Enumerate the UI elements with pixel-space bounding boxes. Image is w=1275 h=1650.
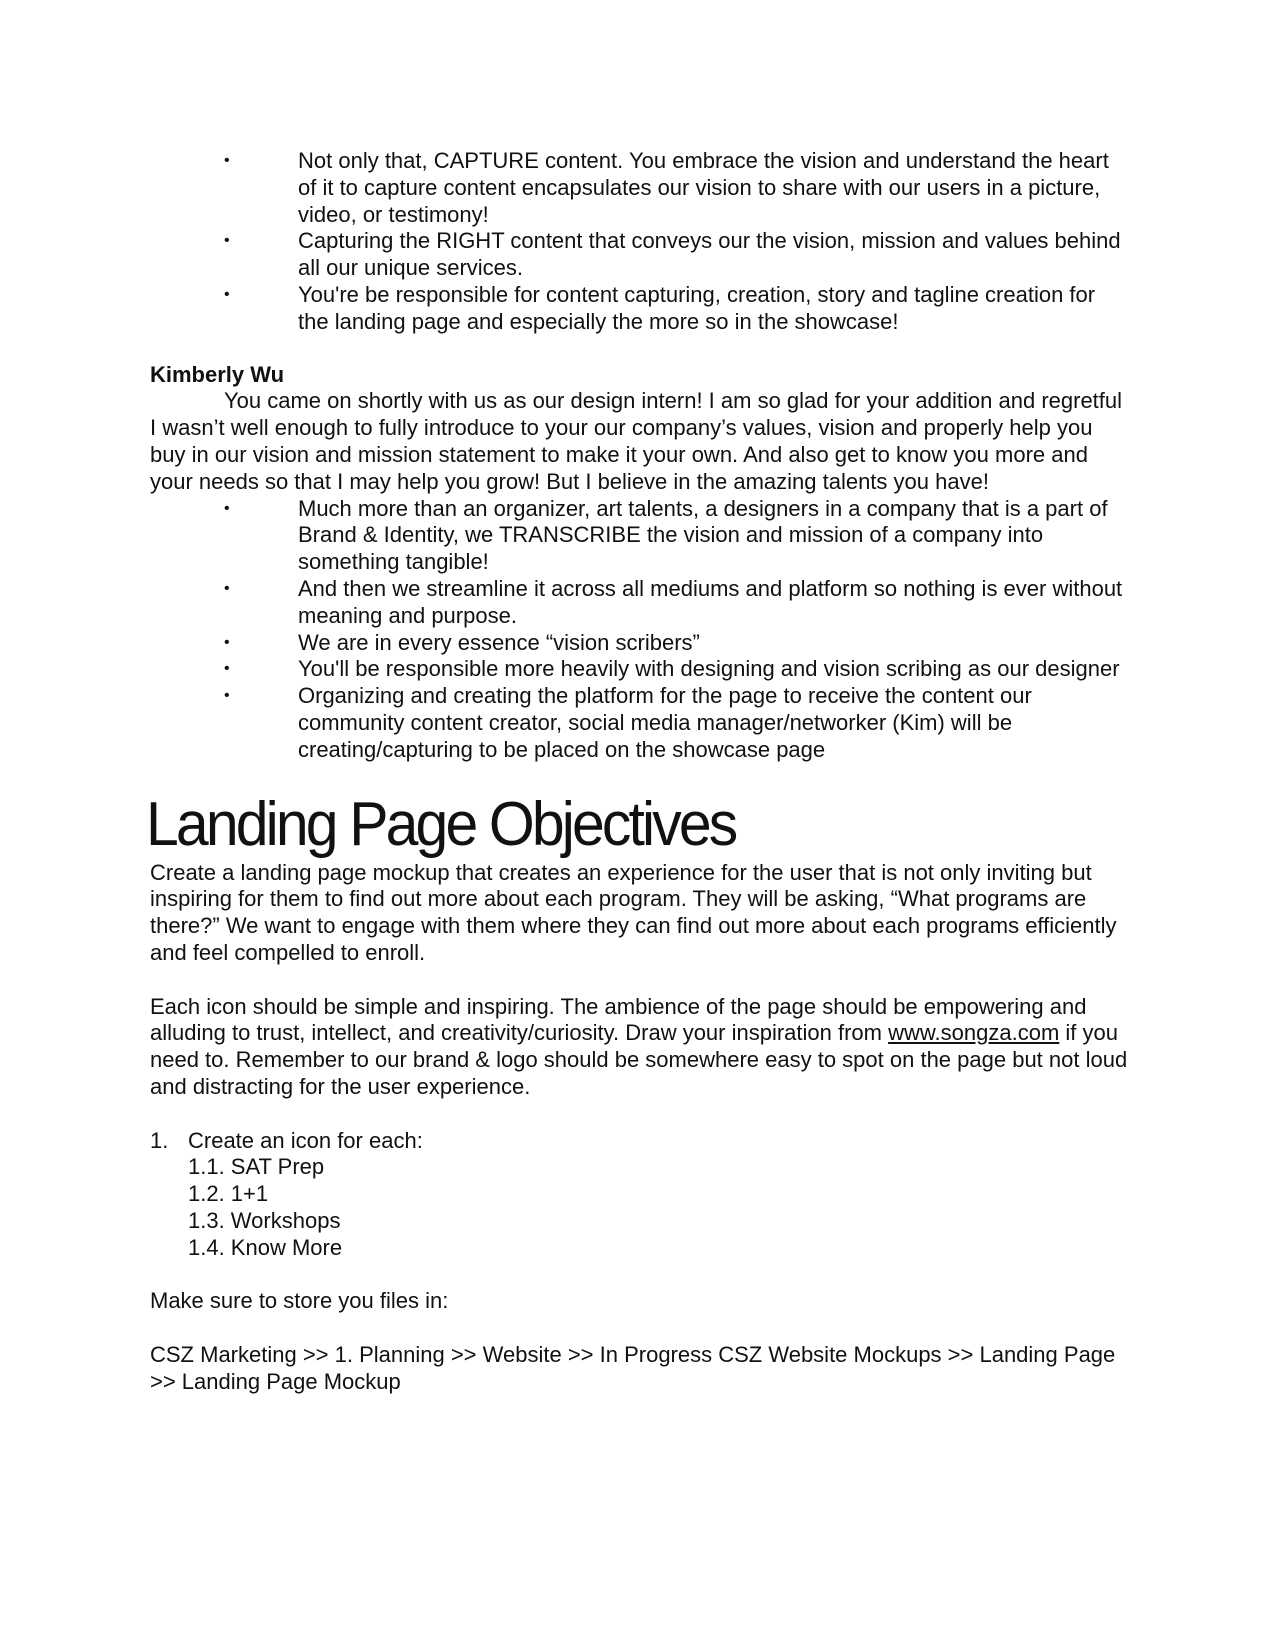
paragraph-spacer	[150, 1101, 1130, 1128]
list-title: Create an icon for each:	[188, 1127, 423, 1153]
bullet-icon: •	[224, 687, 230, 705]
list-item	[150, 1128, 1130, 1262]
list-item	[150, 496, 1130, 576]
bullet-text: Not only that, CAPTURE content. You embrace the vision and understand the heart of it to capture content encapsulates our vision to share with our users in a picture, video, or testimony!	[298, 148, 1109, 227]
sub-list-item-workshops: 1.3. Workshops	[188, 1207, 341, 1233]
bullet-text: You're be responsible for content capturing, creation, story and tagline creation for the landing page and especially the more so in the showcase!	[298, 281, 1096, 334]
list-item	[150, 630, 1130, 657]
icon-sub-list	[188, 1154, 1130, 1261]
bullet-text: Capturing the RIGHT content that conveys our the vision, mission and values behind all our unique services.	[298, 228, 1121, 281]
paragraph-spacer	[150, 1261, 1130, 1288]
bullet-text: Organizing and creating the platform for the page to receive the content our community content creator, social media manager/networker (Kim) will be creating/capturing to be placed on the showcase page	[298, 683, 1032, 762]
document-page	[146, 148, 1130, 1395]
list-item	[150, 228, 1130, 282]
bullet-text: Much more than an organizer, art talents, a designers in a company that is a part of Brand & Identity, we TRANSCRIBE the vision and mission of a company into something tangible!	[298, 495, 1108, 575]
objectives-paragraph-2	[150, 994, 1130, 1101]
bullet-icon: •	[224, 579, 230, 597]
bullet-icon: •	[224, 285, 230, 303]
kimberly-bullet-list	[150, 496, 1130, 764]
objectives-paragraph-1: Create a landing page mockup that creates an experience for the user that is not only inviting but inspiring for them to find out more about each program. They will be asking, “What programs are there?” We want to engage with them where they can find out more about each programs efficiently and feel compelled to enroll.	[150, 859, 1117, 965]
list-item	[150, 576, 1130, 630]
kimberly-intro-paragraph: You came on shortly with us as our design intern! I am so glad for your addition and regretful I wasn’t well enough to fully introduce to your our company’s values, vision and properly help you buy in our vision and mission statement to make it your own. And also get to know you more and your needs so that I may help you grow! But I believe in the amazing talents you have!	[150, 388, 1123, 494]
sub-list-item-sat-prep: 1.1. SAT Prep	[188, 1154, 325, 1180]
list-number: 1.	[150, 1127, 169, 1153]
list-item	[150, 683, 1130, 763]
list-item	[150, 282, 1130, 336]
page-title: Landing Page Objectives	[146, 789, 736, 859]
bullet-text: We are in every essence “vision scribers”	[298, 629, 700, 655]
sub-list-item-one-plus-one: 1.2. 1+1	[188, 1181, 269, 1207]
list-item	[150, 656, 1130, 683]
store-files-label: Make sure to store you files in:	[150, 1288, 449, 1314]
store-files-path: CSZ Marketing >> 1. Planning >> Website >> In Progress CSZ Website Mockups >> Landing Page >> Landing Page Mockup	[150, 1341, 1116, 1394]
icon-task-list	[150, 1128, 1130, 1262]
bullet-icon: •	[224, 152, 230, 169]
bullet-icon: •	[224, 633, 230, 651]
paragraph-text: if you need to. Remember to our brand & logo should be somewhere easy to spot on the page but not loud and distracting for the user experience.	[150, 1020, 1128, 1099]
bullet-icon: •	[224, 499, 230, 517]
top-bullet-list	[150, 148, 1130, 336]
paragraph-text: Each icon should be simple and inspiring. The ambience of the page should be empowering and alluding to trust, intellect, and creativity/curiosity. Draw your inspiration from	[150, 993, 1087, 1046]
bullet-icon: •	[224, 660, 230, 678]
songza-link[interactable]: www.songza.com	[888, 1020, 1060, 1046]
bullet-text: And then we streamline it across all mediums and platform so nothing is ever without meaning and purpose.	[298, 575, 1123, 628]
bullet-icon: •	[224, 232, 230, 250]
paragraph-spacer	[150, 1315, 1130, 1342]
bullet-text: You'll be responsible more heavily with designing and vision scribing as our designer	[298, 656, 1120, 682]
paragraph-spacer	[150, 967, 1130, 994]
kimberly-name-heading: Kimberly Wu	[150, 361, 285, 387]
sub-list-item-know-more: 1.4. Know More	[188, 1234, 343, 1260]
list-item	[150, 148, 1130, 228]
